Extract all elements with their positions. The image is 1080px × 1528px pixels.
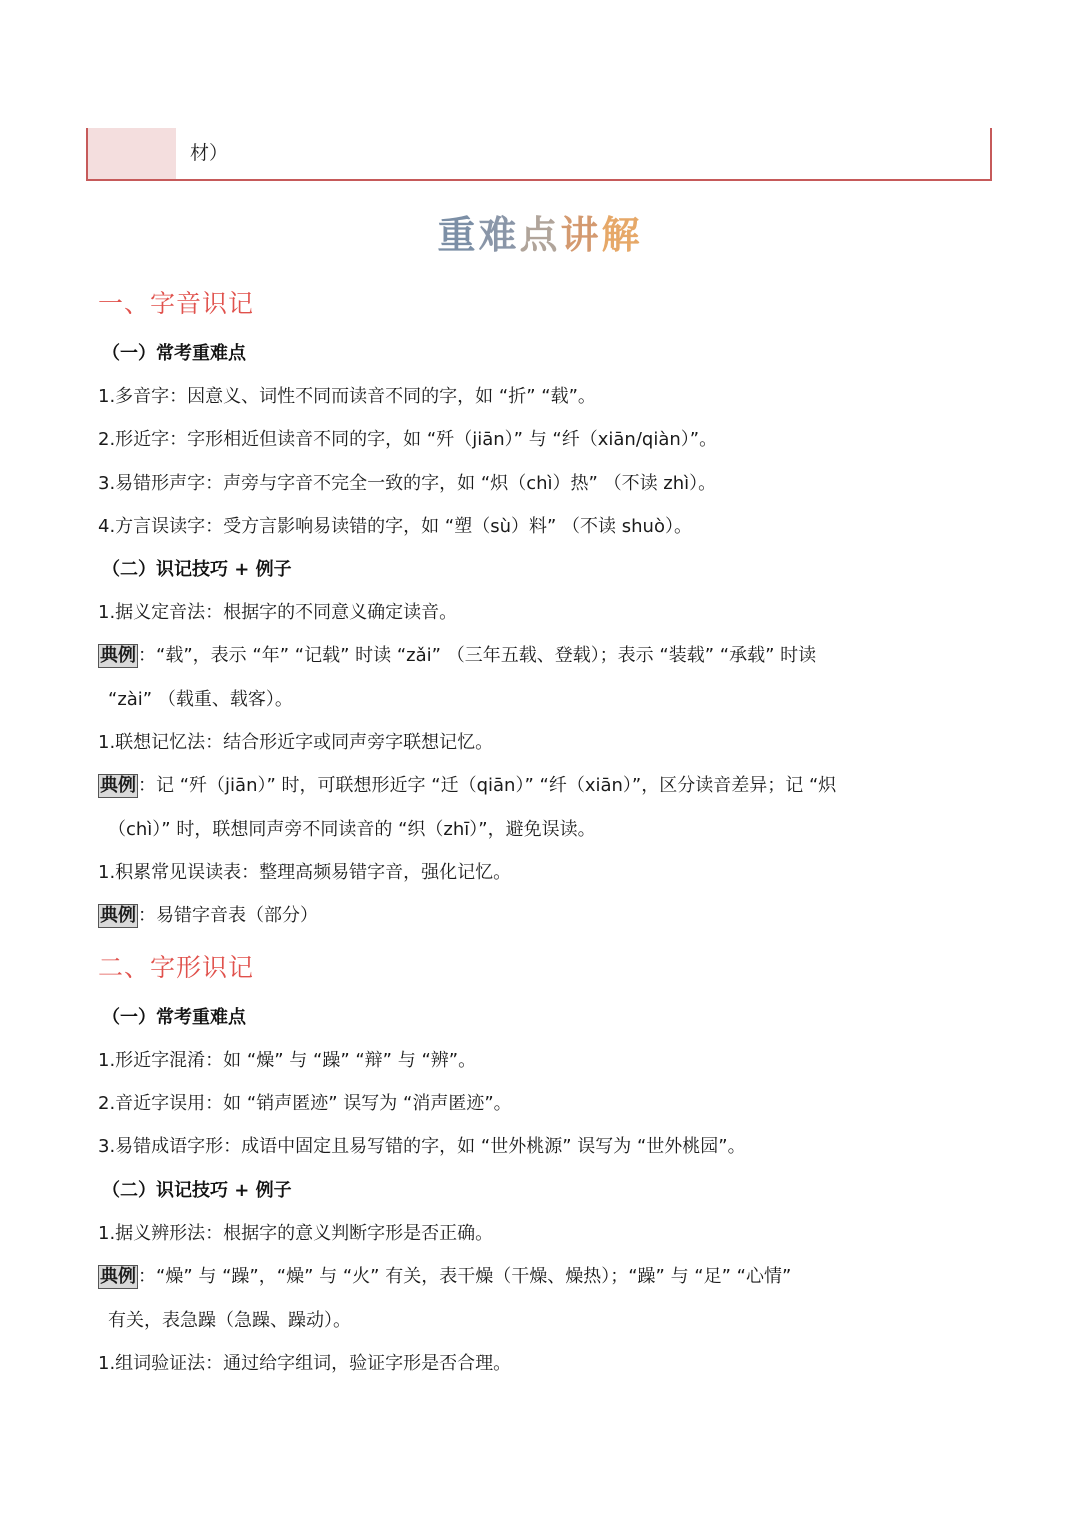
text-line: 1.多音字：因意义、词性不同而读音不同的字，如 “折” “载”。 bbox=[98, 386, 596, 407]
subsection-title: （二）识记技巧 + 例子 bbox=[102, 559, 292, 580]
text-line: 3.易错成语字形：成语中固定且易写错的字，如 “世外桃源” 误写为 “世外桃园”。 bbox=[98, 1136, 746, 1157]
example-continuation: （chì）” 时，联想同声旁不同读音的 “织（zhī）”，避免误读。 bbox=[108, 819, 596, 840]
example-text: ：易错字音表（部分） bbox=[138, 905, 318, 926]
example-continuation: “zài” （载重、载客）。 bbox=[108, 689, 293, 710]
example-continuation: 有关，表急躁（急躁、躁动）。 bbox=[108, 1310, 351, 1331]
top-table-fragment bbox=[86, 128, 992, 181]
example-line bbox=[98, 771, 836, 798]
text-line: 1.形近字混淆：如 “燥” 与 “躁” “辩” 与 “辨”。 bbox=[98, 1050, 477, 1071]
example-text: ：“载”，表示 “年” “记载” 时读 “zǎi” （三年五载、登载）；表示 “装载” “承载” 时读 bbox=[138, 645, 817, 666]
example-tag: 典例 bbox=[100, 645, 136, 666]
title-char: 讲 bbox=[560, 213, 602, 257]
title-char: 解 bbox=[601, 213, 643, 257]
example-line bbox=[98, 901, 318, 928]
text-line: 1.联想记忆法：结合形近字或同声旁字联想记忆。 bbox=[98, 732, 494, 753]
text-line: 1.据义辨形法：根据字的意义判断字形是否正确。 bbox=[98, 1223, 494, 1244]
example-tag: 典例 bbox=[100, 1266, 136, 1287]
example-text: ：记 “歼（jiān）” 时，可联想形近字 “迁（qiān）” “纤（xiān）”，区分读音差异；记 “炽 bbox=[138, 775, 837, 796]
text-line: 1.据义定音法：根据字的不同意义确定读音。 bbox=[98, 602, 458, 623]
text-line: 1.组词验证法：通过给字组词，验证字形是否合理。 bbox=[98, 1353, 512, 1374]
subsection-title: （二）识记技巧 + 例子 bbox=[102, 1180, 292, 1201]
text-line: 3.易错形声字：声旁与字音不完全一致的字，如 “炽（chì）热” （不读 zhì）。 bbox=[98, 473, 717, 494]
example-tag: 典例 bbox=[100, 775, 136, 796]
section-title-pronunciation: 一、字音识记 bbox=[98, 289, 255, 318]
table-label-cell bbox=[88, 128, 176, 179]
text-line: 2.形近字：字形相近但读音不同的字，如 “歼（jiān）” 与 “纤（xiān/qiàn）”。 bbox=[98, 429, 718, 450]
example-text: ：“燥” 与 “躁”，“燥” 与 “火” 有关，表干燥（干燥、燥热）；“躁” 与 “足” “心情” bbox=[138, 1266, 792, 1287]
text-line: 2.音近字误用：如 “销声匿迹” 误写为 “消声匿迹”。 bbox=[98, 1093, 512, 1114]
title-char: 点 bbox=[519, 213, 561, 257]
subsection-title: （一）常考重难点 bbox=[102, 1007, 246, 1028]
text-line: 1.积累常见误读表：整理高频易错字音，强化记忆。 bbox=[98, 862, 512, 883]
subsection-title: （一）常考重难点 bbox=[102, 343, 246, 364]
example-line bbox=[98, 1262, 791, 1289]
table-cell-text: 材） bbox=[190, 142, 229, 164]
title-char: 重 bbox=[437, 213, 479, 257]
section-title-glyph: 二、字形识记 bbox=[98, 953, 255, 982]
example-tag: 典例 bbox=[100, 905, 136, 926]
example-line bbox=[98, 641, 816, 668]
page-title bbox=[0, 204, 1080, 259]
title-char: 难 bbox=[478, 213, 520, 257]
text-line: 4.方言误读字：受方言影响易读错的字，如 “塑（sù）料” （不读 shuò）。 bbox=[98, 516, 692, 537]
